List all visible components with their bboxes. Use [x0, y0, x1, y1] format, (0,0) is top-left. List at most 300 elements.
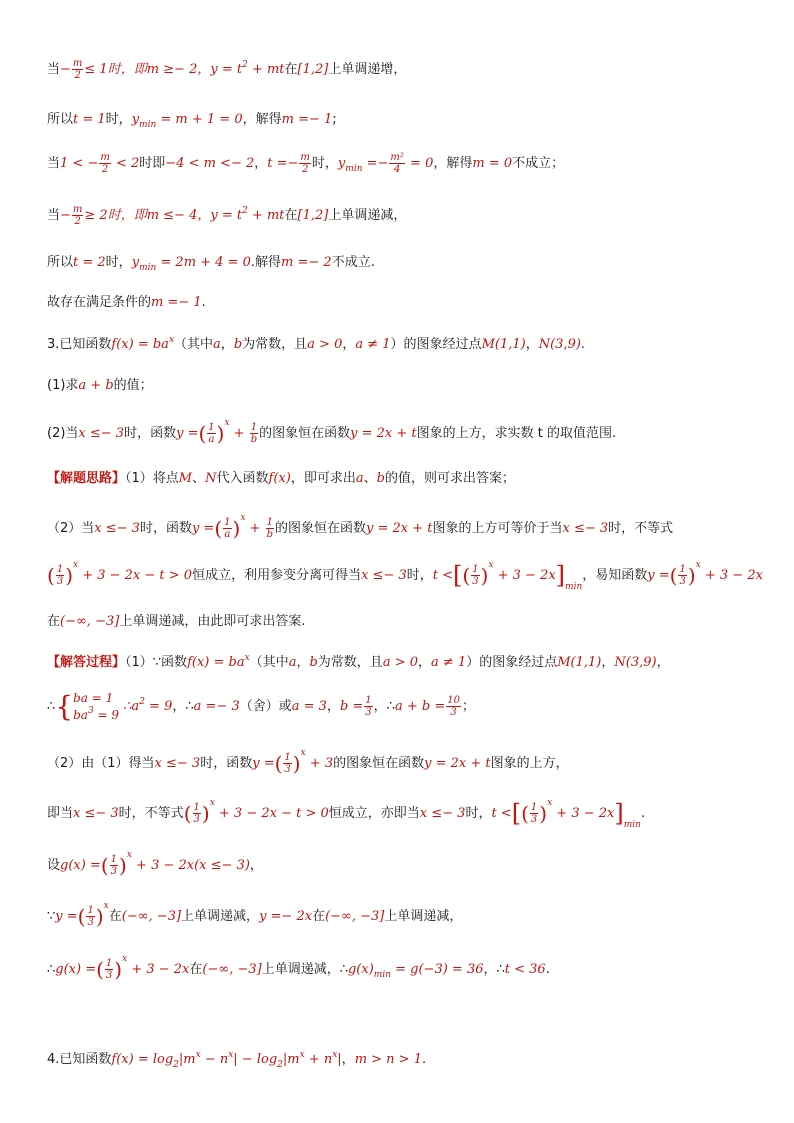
text: 的值； [113, 378, 153, 393]
text: ， [418, 655, 432, 670]
math: = m + 1 = 0 [156, 112, 243, 127]
math: m =− 1 [281, 112, 333, 127]
text: 时，不等式 [608, 521, 674, 536]
math: a ≠ 1 [355, 337, 391, 352]
math: y = [647, 568, 670, 583]
text: 的图象恒在函数 [274, 521, 366, 536]
text: ， [601, 655, 615, 670]
math: g(x) = [55, 962, 97, 977]
denominator: 2 [301, 164, 309, 175]
text: ； [461, 699, 475, 714]
text: 时，函数 [139, 521, 192, 536]
math: − [60, 62, 71, 77]
text: ， [342, 337, 356, 352]
fraction [105, 958, 113, 981]
text: ，解得 [433, 156, 473, 171]
problem-3-statement [47, 333, 585, 352]
math: a =− 3 [193, 699, 240, 714]
math: + mt [247, 208, 285, 223]
fraction [471, 564, 479, 587]
solution-line-5 [47, 251, 375, 273]
math: g(x) = [60, 858, 101, 873]
text: ∵ [47, 909, 56, 924]
denominator: 4 [393, 164, 401, 175]
text: 的值，则可求出答案； [384, 471, 515, 486]
solution-line-6 [47, 291, 206, 310]
math: t = 2 [73, 255, 106, 270]
fraction [530, 802, 538, 825]
math: x ≤− 3 [361, 568, 407, 583]
text: 上单调递减， [181, 909, 260, 924]
denominator: 2 [101, 164, 109, 175]
math: a + b [78, 378, 114, 393]
math: x ≤− 3 [154, 756, 201, 771]
denominator: 3 [450, 707, 457, 718]
math: a + b = [394, 699, 446, 714]
text: ， [525, 337, 539, 352]
math: a = 3 [291, 699, 327, 714]
text: 在 [312, 909, 326, 924]
math: =− [362, 156, 389, 171]
math: (−∞, −3] [60, 614, 120, 629]
superscript: x [168, 335, 175, 345]
text: ， [254, 156, 268, 171]
math: + 3 − 2x(x ≤− 3) [131, 858, 250, 873]
math: b [233, 337, 243, 352]
section-tag: 【解答过程】 [47, 655, 126, 670]
math: ba [73, 707, 88, 722]
math: + 3 − 2x − t > 0 [78, 568, 193, 583]
fraction [299, 152, 310, 175]
math: = 2m + 4 = 0 [156, 255, 251, 270]
math: + [229, 426, 249, 441]
numerator: m [72, 204, 83, 215]
denominator: 2 [74, 216, 81, 227]
subscript: min [623, 820, 641, 830]
subscript: min [565, 582, 583, 592]
superscript: x [228, 1050, 234, 1060]
math: a [288, 655, 297, 670]
text: （舍）或 [239, 699, 292, 714]
superscript: x [103, 901, 109, 911]
fraction [446, 695, 461, 718]
numerator: 1 [87, 905, 94, 916]
fraction [72, 204, 83, 227]
fraction [250, 422, 258, 445]
math: x ≤− 3 [73, 806, 119, 821]
text: 上单调递减， [328, 208, 407, 223]
numerator: m [100, 152, 110, 163]
superscript: x [547, 798, 553, 808]
math: t < [491, 806, 512, 821]
fraction [207, 422, 215, 445]
numerator: m [72, 58, 83, 69]
fraction [86, 905, 94, 928]
math: y = 2x + t [350, 426, 417, 441]
text: 在 [284, 208, 298, 223]
superscript: x [126, 850, 132, 860]
text: 当 [47, 156, 61, 171]
math: f(x) = log [111, 1052, 174, 1067]
fraction [678, 564, 686, 587]
text: . [421, 1052, 427, 1067]
text: 恒成立，利用参变分离可得当 [192, 568, 362, 583]
final-answer: ∴g(x) =( $\frac{1}{3}$ )$^x$ + 3 − 2x在(−∞, −3]上单调递减，$\therefore g(x)_{min} = g(-3) = 36$，∴t < 36. [47, 954, 550, 982]
text: ，∴ [373, 699, 395, 714]
text: 故存在满足条件的 [47, 295, 152, 310]
math: m =− 2 [281, 255, 332, 270]
superscript: 2 [139, 697, 145, 707]
math: | − log [233, 1052, 278, 1067]
math: a [131, 699, 140, 714]
superscript: x [73, 560, 79, 570]
fraction [266, 517, 274, 540]
text: 时即 [139, 156, 166, 171]
math: y = [191, 521, 215, 536]
math: + 3 − 2x [700, 568, 763, 583]
superscript: 3 [87, 705, 94, 716]
math: − [60, 208, 71, 223]
superscript: x [695, 560, 701, 570]
numerator: 1 [266, 517, 273, 528]
math: x ≤− 3 [94, 521, 140, 536]
text: 设 [47, 858, 61, 873]
text: (1)求 [47, 378, 79, 393]
numerator: 1 [224, 517, 231, 528]
text: （2）当 [47, 521, 95, 536]
text: ）的图象经过点 [466, 655, 558, 670]
text: ， [326, 699, 340, 714]
numerator: 1 [110, 854, 118, 865]
text: 所以 [47, 112, 74, 127]
text: . [640, 806, 646, 821]
math: + mt [247, 62, 285, 77]
numerator: 1 [530, 802, 538, 813]
math: b [309, 655, 318, 670]
solution-process-inequality: 即当x ≤− 3时，不等式( $\frac{1}{3}$ )$^x$ + 3 − 2x − t > 0恒成立，亦即当x ≤− 3时，t <[( $\frac{1}{3}$ )$^x + 3 - 2x]_{min}$. [47, 798, 646, 830]
superscript: x [224, 418, 230, 428]
subscript: min [345, 164, 363, 174]
math: y = 2x + t [366, 521, 433, 536]
text: ，易知函数 [582, 568, 648, 583]
math: + 3 − 2x [552, 806, 615, 821]
define-g: 设g(x) =( $\frac{1}{3}$ )$^x$ + 3 − 2x(x ≤− 3)， [47, 850, 263, 878]
denominator: 3 [365, 707, 372, 718]
math: x ≤− 3 [562, 521, 609, 536]
equation-system [73, 692, 119, 722]
text: （2）由（1）得当 [47, 756, 155, 771]
math: ≤ 1时，即 [84, 62, 147, 77]
section-tag: 【解题思路】 [47, 471, 126, 486]
text: ， [220, 337, 234, 352]
text: 上单调递减，由此即可求出答案. [119, 614, 306, 629]
superscript: x [332, 1050, 338, 1060]
superscript: x [195, 1050, 201, 1060]
math: b = [339, 699, 364, 714]
math: N(3,9) [614, 655, 657, 670]
math: y [131, 255, 140, 270]
numerator: 1 [193, 802, 200, 813]
superscript: x [240, 513, 246, 523]
math: m > n > 1 [354, 1052, 422, 1067]
superscript: x [299, 1050, 305, 1060]
text: .解得 [250, 255, 282, 270]
subscript: min [139, 120, 157, 130]
problem-4-statement [47, 1048, 426, 1070]
denominator: 3 [110, 866, 118, 877]
text: ）的图象经过点 [390, 337, 482, 352]
math: [1,2] [297, 62, 329, 77]
solution-idea-conclusion [47, 610, 305, 629]
math: N(3,9) [538, 337, 581, 352]
text: . [580, 337, 586, 352]
math: b [376, 471, 385, 486]
math: t < 36 [504, 962, 546, 977]
math: a [213, 337, 221, 352]
text: 时，函数 [124, 426, 177, 441]
fraction [389, 152, 405, 175]
text: 不成立. [331, 255, 375, 270]
denominator: 3 [105, 970, 113, 981]
text: 上单调递减，∴ [261, 962, 348, 977]
numerator: 1 [472, 564, 479, 575]
text: 为常数，且 [317, 655, 383, 670]
text: 4.已知函数 [47, 1052, 112, 1067]
text: 恒成立，亦即当 [328, 806, 420, 821]
math: t = 1 [73, 112, 106, 127]
math: m ≥− 2，y = t [146, 62, 243, 77]
text: 时， [311, 156, 338, 171]
numerator: m [300, 152, 310, 163]
text: . [201, 295, 206, 310]
math: m ≤− 4，y = t [146, 208, 243, 223]
text: ，∴ [172, 699, 194, 714]
denominator: 3 [284, 764, 291, 775]
denominator: 3 [679, 576, 686, 587]
math: + [245, 521, 265, 536]
denominator: b [266, 529, 273, 540]
superscript: 2 [242, 60, 248, 70]
solution-process-system: ∴{ ba = 1 $ba^3 = 9$ $\therefore a^2 = 9$，∴a =− 3（舍）或a = 3，b = $\frac{1}{3}$ ，∴a + b = $\frac{10}{3}$ ； [47, 690, 475, 723]
text: 当 [47, 208, 61, 223]
solution-line-2 [47, 108, 337, 130]
numerator: 1 [105, 958, 113, 969]
math: a ≠ 1 [431, 655, 467, 670]
text: 的图象恒在函数 [259, 426, 351, 441]
superscript: x [209, 798, 215, 808]
math: m =− 1 [151, 295, 202, 310]
text: （1）将点 [125, 471, 179, 486]
text: （其中 [174, 337, 214, 352]
math: m = 0 [472, 156, 513, 171]
math: < 2 [111, 156, 140, 171]
math: t =− [267, 156, 299, 171]
text: ， [249, 858, 263, 873]
text: ，解得 [242, 112, 282, 127]
superscript: x [300, 748, 306, 758]
text: 为常数，且 [242, 337, 308, 352]
text: ， [656, 655, 670, 670]
text: 图象的上方可等价于当 [432, 521, 563, 536]
equation: ba = 1 [73, 690, 114, 705]
math: y = [176, 426, 199, 441]
math: f(x) = ba [187, 655, 245, 670]
text: ，∴ [483, 962, 505, 977]
text: 图象的上方，求实数 t 的取值范围. [416, 426, 617, 441]
math: = 9 [93, 707, 120, 722]
subscript: min [373, 970, 391, 980]
math: ≥ 2时，即 [84, 208, 147, 223]
math: a > 0 [307, 337, 343, 352]
text: 时，不等式 [118, 806, 184, 821]
numerator: 1 [56, 564, 64, 575]
text: 时， [406, 568, 433, 583]
math: | [337, 1052, 342, 1067]
math: f(x) = ba [111, 337, 169, 352]
subscript: min [139, 263, 157, 273]
text: 上单调递增， [328, 62, 407, 77]
denominator: a [224, 529, 231, 540]
denominator: 3 [472, 576, 479, 587]
numerator: 10 [447, 695, 460, 706]
text: 在 [284, 62, 298, 77]
math: + 3 − 2x − t > 0 [214, 806, 329, 821]
math: y =− 2x [259, 909, 313, 924]
text: 3.已知函数 [47, 337, 112, 352]
solution-process-part-2: （2）由（1）得当x ≤− 3时，函数y =( $\frac{1}{3}$ )$^x$ + 3的图象恒在函数y = 2x + t图象的上方， [47, 748, 569, 776]
text: （1）∵函数 [125, 655, 188, 670]
text: 时，函数 [200, 756, 253, 771]
math: = g(−3) = 36 [391, 962, 484, 977]
fraction [223, 517, 231, 540]
math: y = [55, 909, 78, 924]
subscript: 2 [173, 1060, 179, 1070]
text: （其中 [249, 655, 289, 670]
text: (2)当 [47, 426, 79, 441]
math: − n [200, 1052, 229, 1067]
math: |m [282, 1052, 300, 1067]
text: 代入函数 [216, 471, 269, 486]
math: a [355, 471, 364, 486]
math: (−∞, −3] [121, 909, 182, 924]
text: 不成立； [512, 156, 565, 171]
text: ， [296, 655, 310, 670]
monotonicity-reason: ∵y =( $\frac{1}{3}$ )$^x$在(−∞, −3]上单调递减，y =− 2x在(−∞, −3]上单调递减， [47, 901, 463, 929]
numerator: 1 [208, 422, 215, 433]
text: 在 [108, 909, 122, 924]
math: M(1,1) [481, 337, 526, 352]
superscript: x [244, 653, 250, 663]
denominator: 3 [530, 814, 538, 825]
denominator: b [250, 434, 258, 445]
math: M(1,1) [557, 655, 602, 670]
math: |m [178, 1052, 196, 1067]
fraction [110, 854, 118, 877]
math: = 0 [405, 156, 434, 171]
denominator: 3 [193, 814, 200, 825]
math: + n [304, 1052, 333, 1067]
math: f(x) [268, 471, 291, 486]
math: (−∞, −3] [202, 962, 262, 977]
math: x ≤− 3 [419, 806, 466, 821]
math: 1 < − [60, 156, 99, 171]
problem-3-part-2: (2)当x ≤− 3时，函数y =( $\frac{1}{a}$ )$^x$ + $\frac{1}{b}$ 的图象恒在函数y = 2x + t图象的上方，求实数 t 的取值范围. [47, 418, 617, 446]
math: y [337, 156, 346, 171]
solution-idea-part-1 [47, 467, 515, 486]
math: −4 < m <− 2 [165, 156, 255, 171]
math: y [131, 112, 140, 127]
math: [1,2] [297, 208, 329, 223]
math: x ≤− 3 [78, 426, 125, 441]
text: 所以 [47, 255, 74, 270]
text: ，即可求出 [290, 471, 356, 486]
fraction [364, 695, 372, 718]
math: + 3 − 2x [127, 962, 190, 977]
numerator: 1 [365, 695, 372, 706]
math: (−∞, −3] [325, 909, 385, 924]
fraction [72, 58, 83, 81]
text: 、 [192, 471, 206, 486]
math: ∴ [119, 699, 132, 714]
text: 的图象恒在函数 [333, 756, 425, 771]
text: 在 [47, 614, 61, 629]
subscript: 2 [277, 1060, 283, 1070]
solution-idea-part-2: （2）当x ≤− 3时，函数y =( $\frac{1}{a}$ )$^x$ + $\frac{1}{b}$ 的图象恒在函数y = 2x + t图象的上方可等价于当x ≤− 3时，不等式 [47, 513, 674, 541]
text: 当 [47, 62, 61, 77]
solution-line-1 [47, 58, 406, 81]
numerator: 1 [284, 752, 291, 763]
solution-process-part-1 [47, 651, 670, 670]
text: 图象的上方， [490, 756, 569, 771]
fraction [99, 152, 110, 175]
text: 时， [105, 112, 132, 127]
denominator: a [208, 434, 215, 445]
math: g(x) [347, 962, 374, 977]
text: 在 [189, 962, 203, 977]
numerator: 1 [250, 422, 258, 433]
numerator: m² [390, 152, 404, 163]
denominator: 3 [56, 576, 64, 587]
text: 上单调递减， [384, 909, 463, 924]
solution-idea-inequality: ( $\frac{1}{3}$ )$^x$ + 3 − 2x − t > 0恒成立，利用参变分离可得当x ≤− 3时，t <[( $\frac{1}{3}$ )$^x + 3 - 2x]_{min}$，易知函数y =( $\frac{1}{3}$ )$^x$ + 3 − 2x [47, 560, 763, 592]
math: + 3 [305, 756, 334, 771]
text: ; [332, 112, 337, 127]
solution-line-3 [47, 152, 564, 175]
text: ∴ [47, 962, 56, 977]
text: . [545, 962, 550, 977]
math: = 9 [144, 699, 173, 714]
text: 时， [105, 255, 132, 270]
problem-3-part-1 [47, 374, 153, 393]
solution-line-4 [47, 204, 406, 227]
math: y = 2x + t [424, 756, 491, 771]
text: 、 [363, 471, 377, 486]
fraction [283, 752, 291, 775]
denominator: 2 [74, 70, 81, 81]
text: 时， [465, 806, 492, 821]
math: M [178, 471, 193, 486]
denominator: 3 [87, 917, 94, 928]
math: y = [252, 756, 275, 771]
superscript: x [122, 954, 128, 964]
numerator: 1 [679, 564, 686, 575]
text: 即当 [47, 806, 74, 821]
superscript: x [488, 560, 494, 570]
math: t < [432, 568, 454, 583]
text: ， [341, 1052, 355, 1067]
fraction [56, 564, 64, 587]
text: ∴ [47, 699, 56, 714]
